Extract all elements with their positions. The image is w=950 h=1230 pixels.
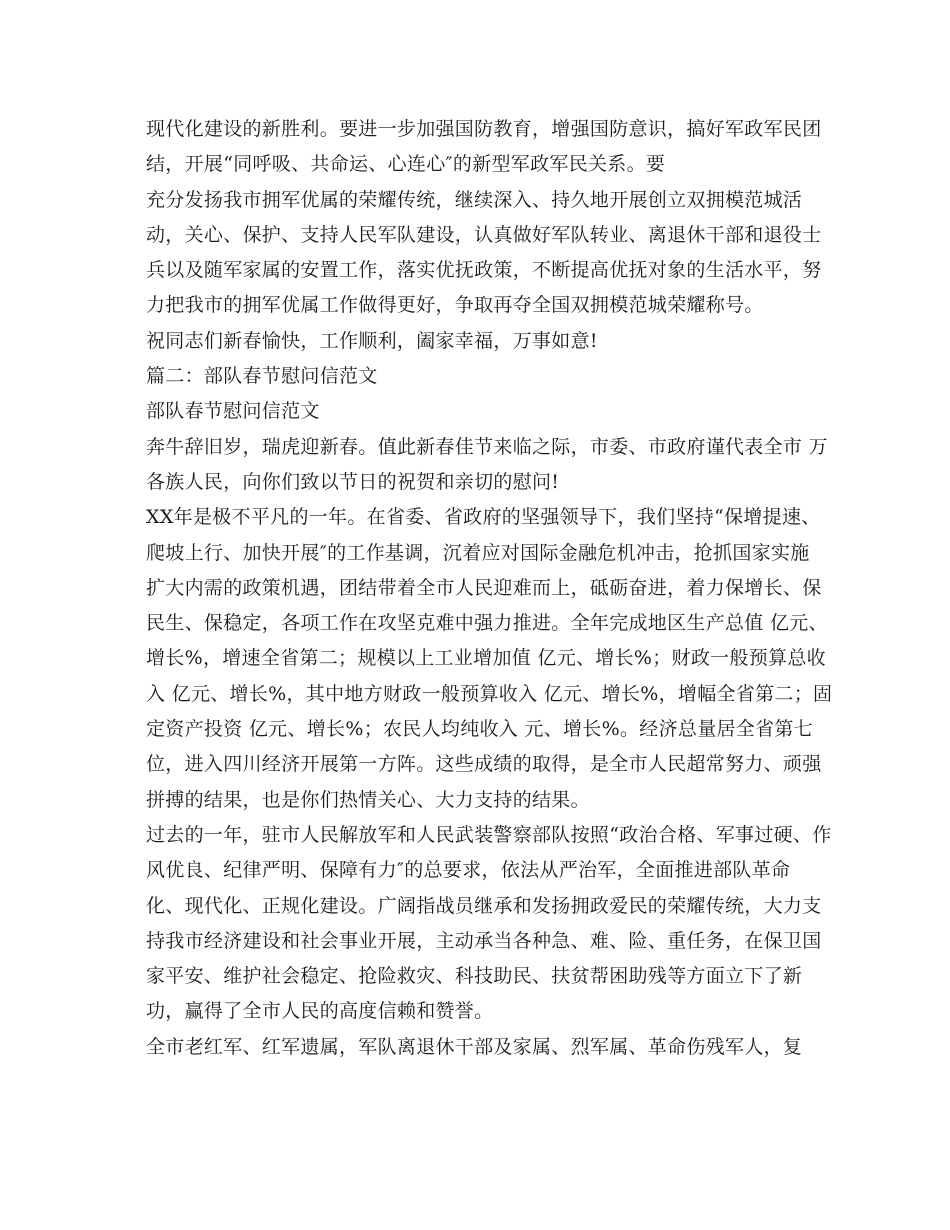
text-line: 位，进入四川经济开展第一方阵。这些成绩的取得，是全市人民超常努力、顽强 [146,753,822,776]
letter-title: 部队春节慰问信范文 [146,400,320,423]
text-line: 持我市经济建设和社会事业开展，主动承当各种急、难、险、重任务，在保卫国 [146,929,822,952]
text-line: 各族人民，向你们致以节日的祝贺和亲切的慰问! [146,470,560,493]
text-line: 风优良、纪律严明、保障有力″的总要求，依法从严治军，全面推进部队革命 [146,859,791,882]
text-line: 增长%，增速全省第二；规模以上工业增加值 亿元、增长%；财政一般预算总收 [146,647,826,670]
section-heading: 篇二：部队春节慰问信范文 [146,365,378,388]
text-line: 全市老红军、红军遗属，军队离退休干部及家属、烈军属、革命伤残军人，复 [146,1035,803,1058]
text-line: 化、现代化、正规化建设。广阔指战员继承和发扬拥政爱民的荣耀传统，大力支 [146,894,822,917]
document-body [146,112,833,1065]
text-line: 动，关心、保护、支持人民军队建设，认真做好军队转业、离退休干部和退役士 [146,223,822,246]
text-line: 民生、保稳定，各项工作在攻坚克难中强力推进。全年完成地区生产总值 亿元、 [146,612,828,635]
text-line: 祝同志们新春愉快，工作顺利，阖家幸福，万事如意! [146,329,598,352]
text-line: XX年是极不平凡的一年。在省委、省政府的坚强领导下，我们坚持“保增提速、 [146,506,821,529]
text-line: 功，赢得了全市人民的高度信赖和赞誉。 [146,1000,494,1023]
text-line: 力把我市的拥军优属工作做得更好，争取再夺全国双拥模范城荣耀称号。 [146,294,764,317]
text-line: 兵以及随军家属的安置工作，落实优抚政策，不断提高优抚对象的生活水平，努 [146,259,822,282]
text-line: 奔牛辞旧岁，瑞虎迎新春。值此新春佳节来临之际，市委、市政府谨代表全市 万 [146,435,828,458]
text-line: 入 亿元、增长%，其中地方财政一般预算收入 亿元、增长%，增幅全省第二；固 [146,682,833,705]
text-line: 扩大内需的政策机遇，团结带着全市人民迎难而上，砥砺奋进，着力保增长、保 [146,576,822,599]
text-line: 定资产投资 亿元、增长%；农民人均纯收入 元、增长%。经济总量居全省第七 [146,718,813,741]
text-line: 过去的一年，驻市人民解放军和人民武装警察部队按照“政治合格、军事过硬、作 [146,823,832,846]
text-line: 家平安、维护社会稳定、抢险救灾、科技助民、扶贫帮困助残等方面立下了新 [146,965,803,988]
text-line: 爬坡上行、加快开展″的工作基调，沉着应对国际金融危机冲击，抢抓国家实施 [146,541,810,564]
text-line: 现代化建设的新胜利。要进一步加强国防教育，增强国防意识，搞好军政军民团 [146,118,822,140]
text-line: 充分发扬我市拥军优属的荣耀传统，继续深入、持久地开展创立双拥模范城活 [146,188,803,211]
text-line: 结，开展“同呼吸、共命运、心连心″的新型军政军民关系。要 [146,153,666,176]
text-line: 拼搏的结果，也是你们热情关心、大力支持的结果。 [146,788,590,811]
